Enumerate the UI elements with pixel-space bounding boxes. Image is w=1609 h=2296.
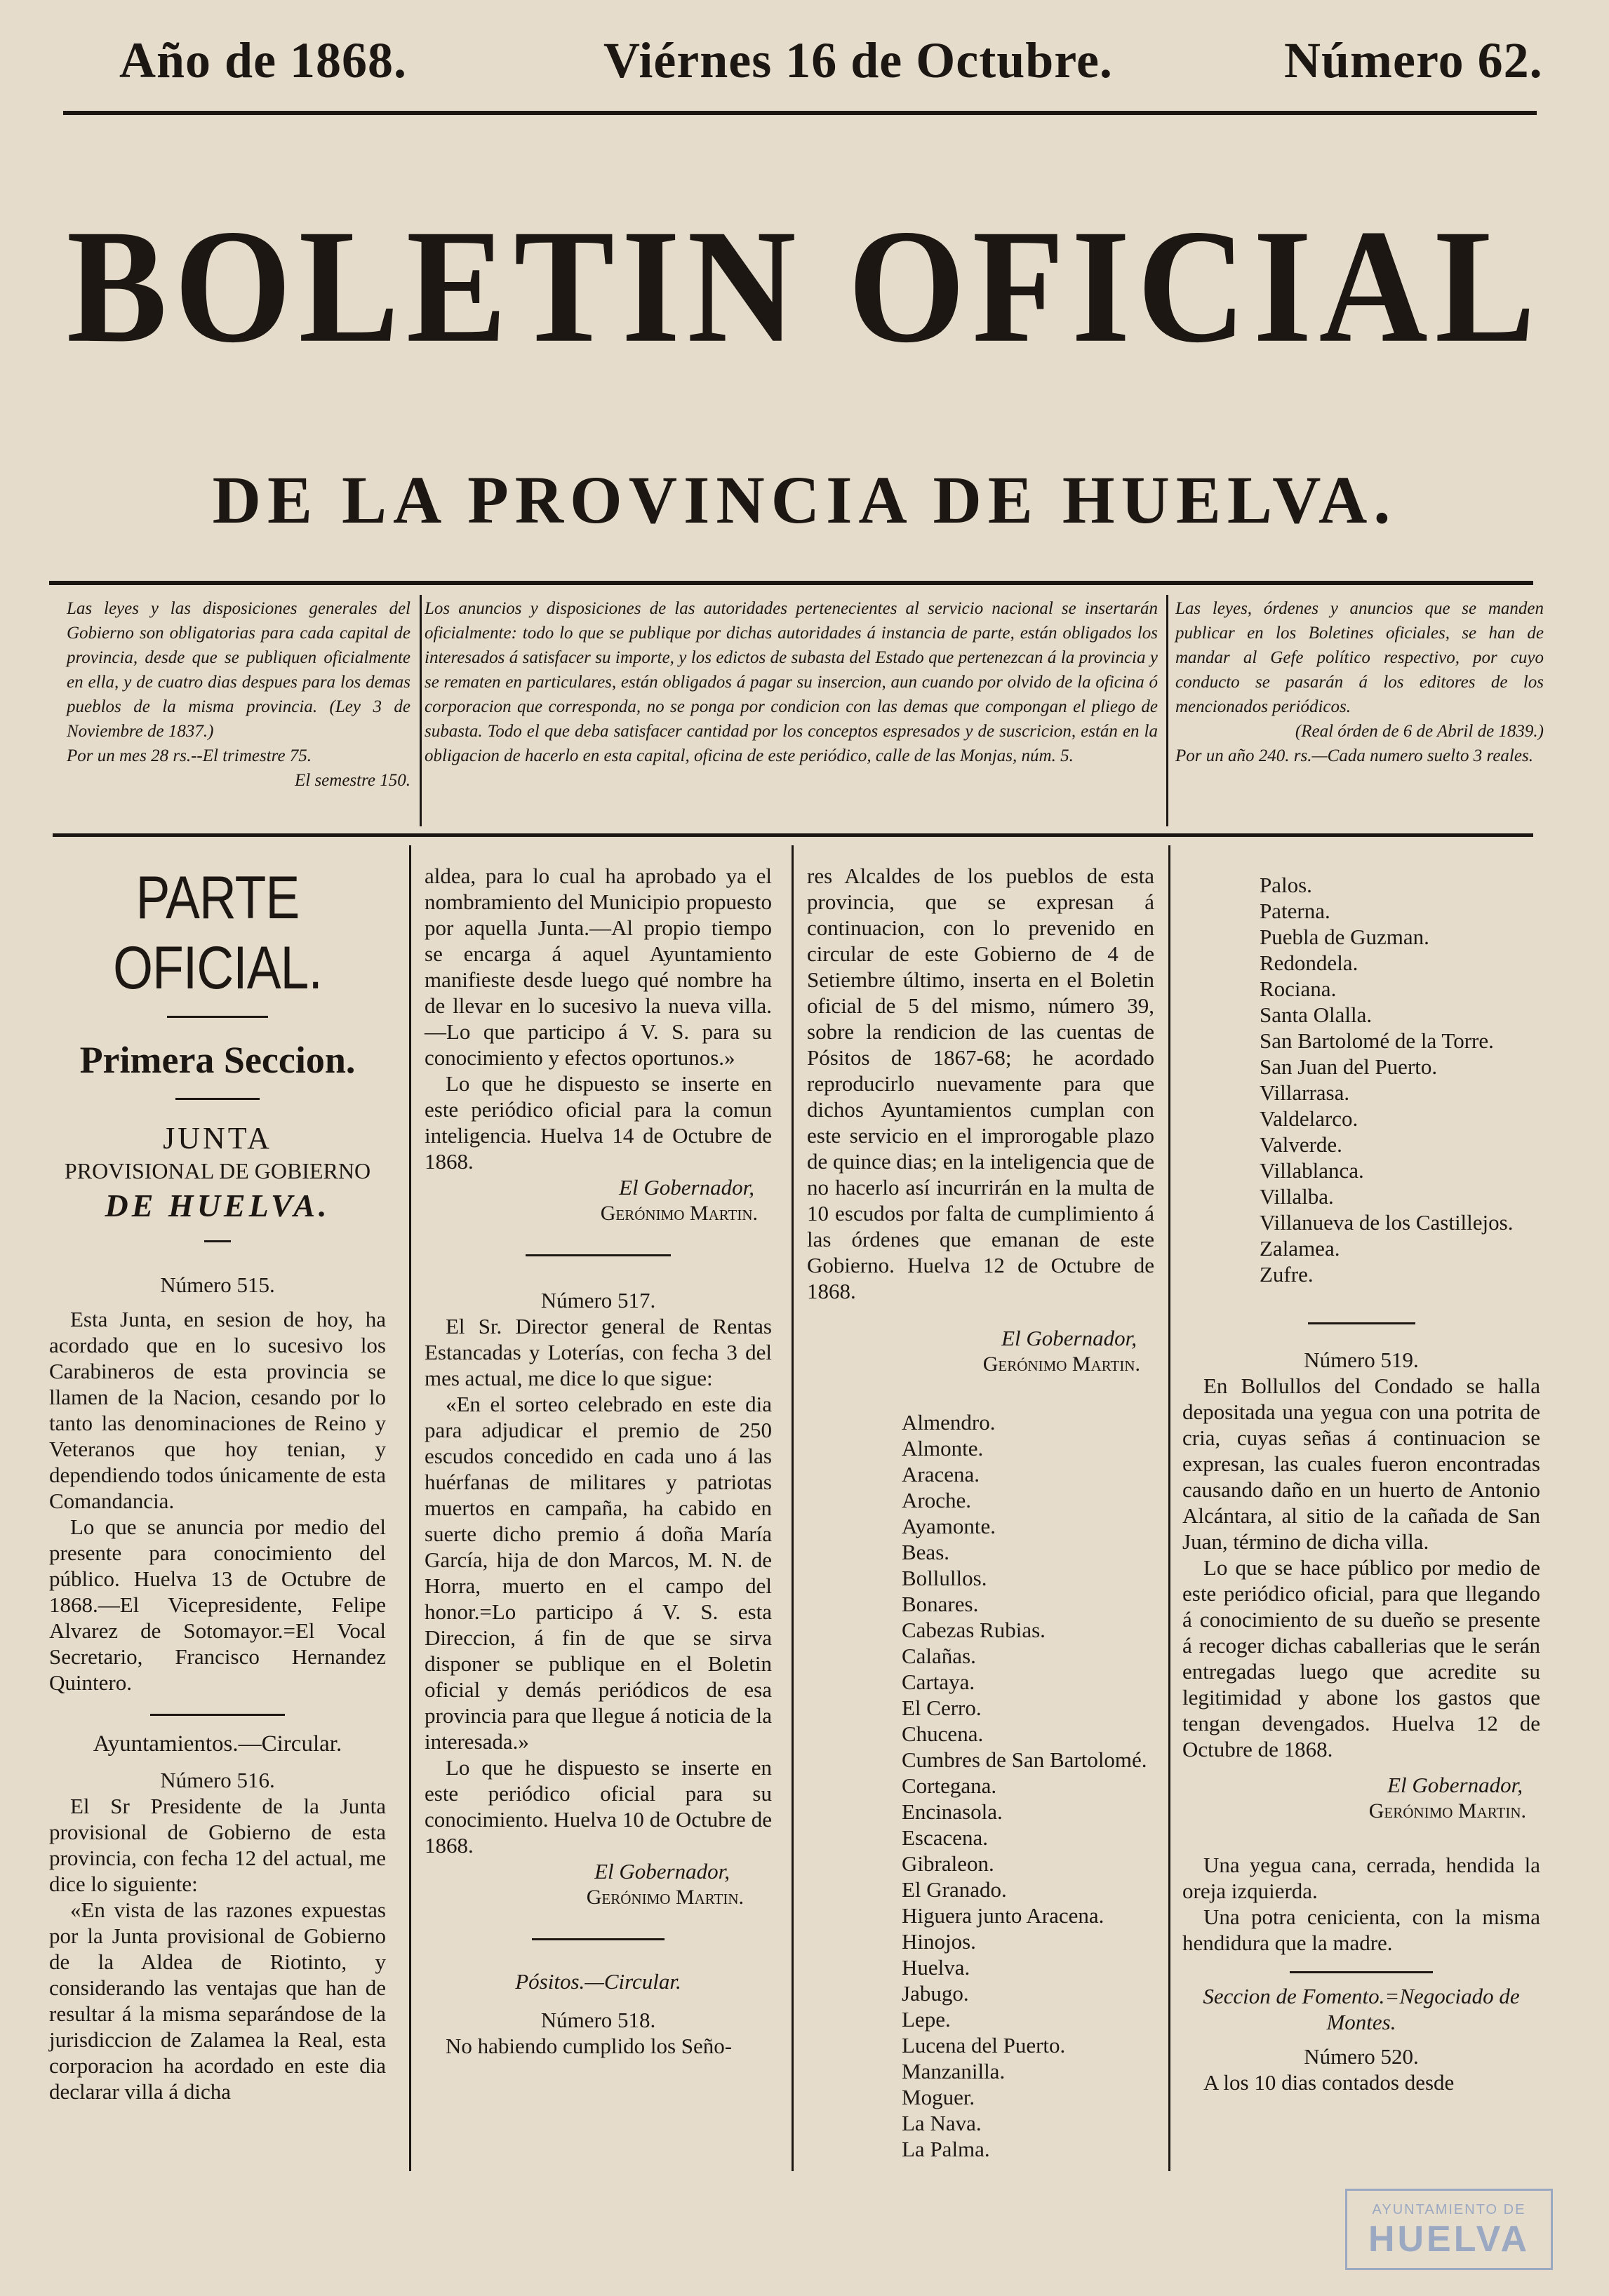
town-item: Villarrasa. [1260,1080,1350,1105]
subsection-heading: Primera Seccion. [79,1039,356,1081]
paragraph-516-d: Lo que he dispuesto se inserte en este periódico oficial para la comun inteligencia. Huelva 14 de Octubre de 1868. [425,1071,772,1174]
town-item: Aroche. [902,1488,971,1512]
town-item: Higuera junto Aracena. [902,1903,1104,1928]
town-item: Redondela. [1260,951,1358,975]
notice-divider-2 [1166,595,1168,826]
notice-right [1175,596,1544,768]
ornament-rule [167,1016,268,1018]
notice-center [425,596,1158,768]
ornament-rule-2 [175,1098,260,1100]
notice-number-519: Número 519. [1304,1348,1419,1372]
ayuntamientos-heading: Ayuntamientos.—Circular. [93,1731,342,1757]
signature-title-3: El Gobernador, [1001,1326,1137,1350]
town-item: Gibraleon. [902,1851,994,1876]
issue-date: Viérnes 16 de Octubre. [603,32,1113,88]
town-item: San Bartolomé de la Torre. [1260,1028,1494,1053]
town-item: Hinojos. [902,1929,976,1954]
notice-right-price: Por un año 240. rs.—Cada numero suelto 3 reales. [1175,746,1533,765]
notice-left-price1: Por un mes 28 rs.--El trimestre 75. [67,746,312,765]
town-item: Beas. [902,1540,950,1564]
column-divider-3 [1168,845,1170,2171]
town-item: Rociana. [1260,976,1337,1001]
issue-number: Número 62. [1284,32,1543,88]
rule-515 [150,1714,285,1716]
town-list-1 [807,1409,1154,2162]
paragraph-517-c: Lo que he dispuesto se inserte en este periódico oficial para su conocimiento. Huelva 10 de Octubre de 1868. [425,1755,772,1858]
town-item: Manzanilla. [902,2059,1006,2083]
town-item: Chucena. [902,1721,984,1746]
section-heading: PARTE OFICIAL. [113,864,322,1002]
town-item: Bonares. [902,1592,979,1616]
rule-516 [526,1254,672,1256]
town-item: Puebla de Guzman. [1260,925,1429,949]
paragraph-517-b: «En el sorteo celebrado en este dia para adjudicar el premio de 250 escudos concedido en cada uno á las huérfanas de militares y patriotas muertos en campaña, ha cabido en suerte dicho premio á doña María García, hija de don Marcos, M. N. de Horra, muerto en el campo del honor.=Lo participo á V. S. esta Direccion, á fin de que se sirva disponer se publique en el Boletin oficial y demás periódicos de esa provincia para que llegue á noticia de la interesada.» [425,1392,772,1754]
masthead-subtitle: DE LA PROVINCIA DE HUELVA. [212,462,1397,537]
signature-title-4: El Gobernador, [1387,1773,1523,1797]
paragraph-516-b: «En vista de las razones expuestas por la Junta provisional de Gobierno de la Aldea de Riotinto, y considerando las ventajas que han de resultar á la misma separándose de la jurisdiccion de Zalamea la Real, esta corporacion ha acordado en este dia declarar villa á dicha [49,1898,386,2104]
town-item: Santa Olalla. [1260,1002,1373,1027]
paragraph-519-b: Lo que se hace público por medio de este periódico oficial, para que llegando á conocimiento de su dueño se presente á recoger dichas caballerias que le serán entregadas luego que acredite su legitimidad y abone los gastos que tengan devengados. Huelva 12 de Octubre de 1868. [1182,1555,1540,1761]
town-item: Cumbres de San Bartolomé. [902,1747,1147,1772]
town-item: Calañas. [902,1644,976,1668]
column-divider-1 [409,845,411,2171]
town-item: Cortegana. [902,1773,997,1798]
town-item: Encinasola. [902,1799,1003,1824]
paragraph-516-c: aldea, para lo cual ha aprobado ya el nombramiento del Municipio propuesto por aquella Junta.—Al propio tiempo se encarga á aquel Ayuntamiento manifieste desde luego qué nombre ha de llevar en lo sucesivo la nueva villa.—Lo que participo á V. S. para su conocimiento y efectos oportunos.» [425,864,772,1070]
column-2 [425,863,772,2059]
town-item: Zalamea. [1260,1236,1340,1261]
positos-heading: Pósitos.—Circular. [515,1969,681,1994]
notices-rule [53,833,1533,837]
signature-title-2: El Gobernador, [594,1859,730,1884]
paragraph-518-b: res Alcaldes de los pueblos de esta provincia, que se expresan á continuacion, con lo prevenido en circular de este Gobierno de 4 de Setiembre último, inserta en el Boletin oficial de 5 del mismo, número 39, sobre la rendicion de las cuentas de Pósitos de 1867-68; he acordado reproducirlo nuevamente para que dichos Ayuntamientos cumplan con este servicio en el improrogable plazo de quince dias; en la inteligencia que de no hacerlo así incurrirán en la multa de 10 escudos por falta de cumplimiento á las órdenes que emanan de este Gobierno. Huelva 12 de Octubre de 1868. [807,864,1154,1303]
signature-name-2: Gerónimo Martin. [586,1886,744,1909]
column-4 [1182,872,1540,2095]
town-item: Cabezas Rubias. [902,1618,1046,1642]
paragraph-516-a: El Sr Presidente de la Junta provisional de Gobierno de esta provincia, con fecha 12 del actual, me dice lo siguiente: [49,1794,386,1896]
paragraph-518-a: No habiendo cumplido los Seño- [446,2034,733,2058]
paragraph-519-a: En Bollullos del Condado se halla depositada una yegua con una potrita de cria, cuyas señas á continuacion se expresan, las cuales fueron encontradas causando daño en un huerto de Antonio Alcántara, al sitio de la cañada de San Juan, término de dicha villa. [1182,1374,1540,1554]
town-item: Lucena del Puerto. [902,2033,1066,2057]
town-item: Aracena. [902,1462,980,1486]
signature-title-1: El Gobernador, [619,1175,754,1200]
town-item: San Juan del Puerto. [1260,1054,1438,1079]
town-item: Bollullos. [902,1566,987,1590]
stamp-line-2: HUELVA [1368,2219,1530,2260]
town-item: Lepe. [902,2007,951,2032]
town-item: Huelva. [902,1955,970,1980]
notice-center-text: Los anuncios y disposiciones de las autoridades pertenecientes al servicio nacional se insertarán oficialmente: todo lo que se publique por dichas autoridades á instancia de parte, están obligados los interesados á satisfacer su importe, y los edictos de subasta del Estado que pertenezcan á la provincia y se rematen en particulares, están obligados á pagar su insercion, aun cuando por olvido de la oficina ó corporacion que corresponda, no se ponga por condicion con las demas que compongan el pliego de subasta. Todo el que deba satisfacer cantidad por los conceptos espresados y de suscricion, están en la obligacion de hacerlo en esta capital, oficina de este periódico, calle de las Monjas, núm. 5. [425,599,1158,765]
notice-number-517: Número 517. [540,1288,656,1313]
town-item: La Palma. [902,2137,990,2161]
town-item: Villablanca. [1260,1158,1364,1183]
rule-519 [1290,1971,1433,1973]
notice-number-516: Número 516. [160,1768,275,1792]
paragraph-515-b: Lo que se anuncia por medio del presente para conocimiento del público. Huelva 13 de Octubre de 1868.—El Vicepresidente, Felipe Alvarez de Sotomayor.=El Vocal Secretario, Francisco Hernandez Quintero. [49,1515,386,1695]
column-3 [807,863,1154,2162]
archive-stamp [1345,2189,1553,2270]
description-mare: Una yegua cana, cerrada, hendida la oreja izquierda. [1182,1853,1540,1903]
town-item: Almonte. [902,1436,984,1461]
masthead-title: BOLETIN OFICIAL [66,195,1543,377]
town-item: Almendro. [902,1410,996,1435]
town-item: Cartaya. [902,1670,975,1694]
rule-towns [1308,1322,1415,1324]
paragraph-520-a: A los 10 dias contados desde [1203,2070,1455,2095]
town-item: Valverde. [1260,1132,1342,1157]
issue-year: Año de 1868. [119,32,408,88]
town-item: Villanueva de los Castillejos. [1260,1210,1514,1235]
column-divider-2 [792,845,794,2171]
rule-517 [532,1938,664,1940]
town-item: El Cerro. [902,1696,982,1720]
paragraph-517-a: El Sr. Director general de Rentas Estancadas y Loterías, con fecha 3 del mes actual, me dice lo que sigue: [425,1314,772,1390]
notice-left-text: Las leyes y las disposiciones generales del Gobierno son obligatorias para cada capital de provincia, desde que se publiquen oficialmente en ella, y de cuatro dias despues para los demas pueblos de la misma provincia. (Ley 3 de Noviembre de 1837.) [67,599,410,741]
short-rule [204,1240,231,1242]
town-item: Palos. [1260,873,1312,897]
notice-right-text: Las leyes, órdenes y anuncios que se manden publicar en los Boletines oficiales, se han de mandar al Gefe político respectivo, por cuyo conducto se pasarán á los editores de los mencionados periódicos. [1175,599,1544,716]
fomento-heading: Seccion de Fomento.=Negociado de Montes. [1203,1984,1520,2034]
signature-name-1: Gerónimo Martin. [600,1202,758,1225]
column-1 [49,863,386,2104]
town-item: Moguer. [902,2085,975,2109]
notice-divider-1 [420,595,422,826]
town-item: Paterna. [1260,899,1330,923]
town-item: Ayamonte. [902,1514,996,1538]
town-item: Jabugo. [902,1981,969,2006]
town-item: Valdelarco. [1260,1106,1358,1131]
town-item: Villalba. [1260,1184,1334,1209]
town-item: La Nava. [902,2111,982,2135]
junta-subtitle: PROVISIONAL DE GOBIERNO [64,1158,371,1183]
stamp-line-1: AYUNTAMIENTO DE [1372,2202,1526,2217]
notice-number-515: Número 515. [160,1273,275,1297]
notice-number-520: Número 520. [1304,2044,1419,2069]
header-rule [63,111,1537,115]
town-item: Escacena. [902,1825,989,1850]
notice-left [67,596,410,793]
signature-name-3: Gerónimo Martin. [982,1352,1140,1376]
town-item: El Granado. [902,1877,1007,1902]
town-item: Zufre. [1260,1262,1314,1287]
signature-name-4: Gerónimo Martin. [1368,1799,1526,1822]
notice-number-518: Número 518. [540,2008,656,2032]
notice-left-price2: El semestre 150. [294,771,410,790]
junta-place: DE HUELVA. [105,1188,331,1223]
masthead-rule [49,581,1533,585]
description-filly: Una potra cenicienta, con la misma hendidura que la madre. [1182,1905,1540,1955]
paragraph-515-a: Esta Junta, en sesion de hoy, ha acordado que en lo sucesivo los Carabineros de esta provincia se llamen de la Nacion, cesando por lo tanto las denominaciones de Reino y Veteranos que hoy tenian, y dependiendo todos únicamente de esta Comandancia. [49,1307,386,1513]
town-list-2 [1182,872,1540,1287]
notice-right-ref: (Real órden de 6 de Abril de 1839.) [1295,722,1544,741]
junta-title: JUNTA [163,1121,272,1155]
